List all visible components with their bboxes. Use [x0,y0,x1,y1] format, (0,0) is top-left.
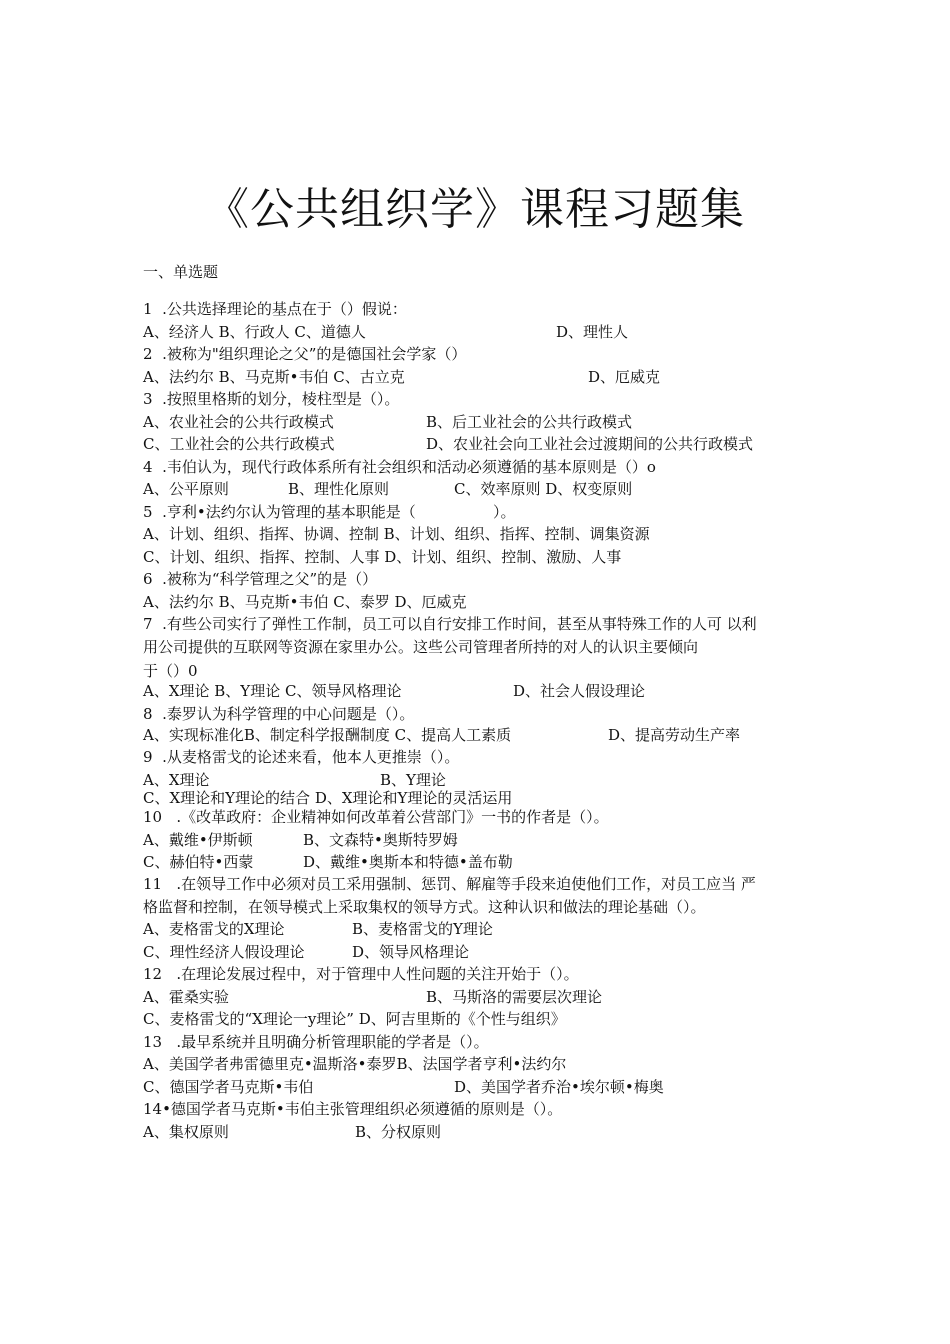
text-segment: 9 .从麦格雷戈的论述来看，他本人更推崇（）。 [143,748,460,766]
text-segment: A、麦格雷戈的X理论 [143,920,285,938]
document-title: 《公共组织学》课程习题集 [205,184,745,235]
text-segment: 6 .被称为“科学管理之父”的是（） [143,570,378,588]
text-segment: B、麦格雷戈的Y理论 [352,920,493,938]
text-segment: 8 .泰罗认为科学管理的中心问题是（）。 [143,705,415,723]
text-segment: B、文森特•奥斯特罗姆 [303,831,458,849]
text-segment: D、领导风格理论 [352,943,470,961]
text-segment: C、效率原则 D、权变原则 [454,480,633,498]
text-segment: A、公平原则 [143,480,229,498]
text-segment: A、集权原则 [143,1123,229,1141]
text-segment: A、法约尔 B、马克斯•韦伯 C、古立克 [143,368,405,386]
text-segment: D、农业社会向工业社会过渡期间的公共行政模式 [426,435,754,453]
text-segment: A、X理论 B、Y理论 C、领导风格理论 [143,682,402,700]
text-segment: A、戴维•伊斯顿 [143,831,253,849]
text-segment: 1 .公共选择理论的基点在于（）假说： [143,300,407,318]
text-segment: 4 .韦伯认为，现代行政体系所有社会组织和活动必须遵循的基本原则是（）o [143,458,656,476]
text-segment: A、经济人 B、行政人 C、道德人 [143,323,366,341]
text-segment: A、实现标准化B、制定科学报酬制度 C、提高人工素质 [143,726,512,744]
text-segment: 于（）0 [143,662,198,680]
text-segment: 7 .有些公司实行了弹性工作制，员工可以自行安排工作时间，甚至从事特殊工作的人可 以利 [143,615,757,633]
text-segment: D、提高劳动生产率 [608,726,741,744]
text-segment: C、理性经济人假设理论 [143,943,305,961]
text-segment: A、农业社会的公共行政模式 [143,413,334,431]
text-segment: 2 .被称为"组织理论之父”的是德国社会学家（） [143,345,467,363]
text-segment: 5 .亨利•法约尔认为管理的基本职能是（ [143,503,416,521]
text-segment: C、工业社会的公共行政模式 [143,435,335,453]
text-segment: D、戴维•奥斯本和特德•盖布勒 [303,853,513,871]
text-segment: 14•德国学者马克斯•韦伯主张管理组织必须遵循的原则是（）。 [143,1100,563,1118]
text-segment: B、分权原则 [355,1123,442,1141]
text-segment: A、计划、组织、指挥、协调、控制 B、计划、组织、指挥、控制、调集资源 [143,525,650,543]
text-segment: ）。 [493,503,516,521]
text-segment: 12 .在理论发展过程中，对于管理中人性问题的关注开始于（）。 [143,965,579,983]
text-segment: B、Y理论 [380,771,446,789]
text-segment: A、美国学者弗雷德里克•温斯洛•泰罗B、法国学者亨利•法约尔 [143,1055,567,1073]
text-segment: C、麦格雷戈的“X理论一y理论” D、阿吉里斯的《个性与组织》 [143,1010,566,1028]
text-segment: B、马斯洛的需要层次理论 [426,988,603,1006]
section-heading: 一、单选题 [143,263,219,281]
text-segment: B、理性化原则 [288,480,390,498]
text-segment: 格监督和控制，在领导模式上采取集权的领导方式。这种认识和做法的理论基础（）。 [143,898,706,916]
text-segment: D、社会人假设理论 [513,682,646,700]
text-segment: D、理性人 [556,323,629,341]
text-segment: C、X理论和Y理论的结合 D、X理论和Y理论的灵活运用 [143,789,513,807]
text-segment: 10 .《改革政府：企业精神如何改革着公营部门》一书的作者是（）。 [143,808,609,826]
text-segment: C、德国学者马克斯•韦伯 [143,1078,314,1096]
text-segment: A、X理论 [143,771,210,789]
text-segment: 用公司提供的互联网等资源在家里办公。这些公司管理者所持的对人的认识主要倾向 [143,638,699,656]
text-segment: A、霍桑实验 [143,988,229,1006]
text-segment: C、赫伯特•西蒙 [143,853,254,871]
text-segment: 13 .最早系统并且明确分析管理职能的学者是（）。 [143,1033,489,1051]
text-segment: D、厄威克 [588,368,661,386]
text-segment: B、后工业社会的公共行政模式 [426,413,633,431]
text-segment: 11 .在领导工作中必须对员工采用强制、惩罚、解雇等手段来迫使他们工作，对员工应当 严 [143,875,756,893]
text-segment: A、法约尔 B、马克斯•韦伯 C、泰罗 D、厄威克 [143,593,467,611]
text-segment: 3 .按照里格斯的划分，棱柱型是（）。 [143,390,400,408]
text-segment: C、计划、组织、指挥、控制、人事 D、计划、组织、控制、激励、人事 [143,548,622,566]
text-segment: D、美国学者乔治•埃尔顿•梅奥 [454,1078,664,1096]
